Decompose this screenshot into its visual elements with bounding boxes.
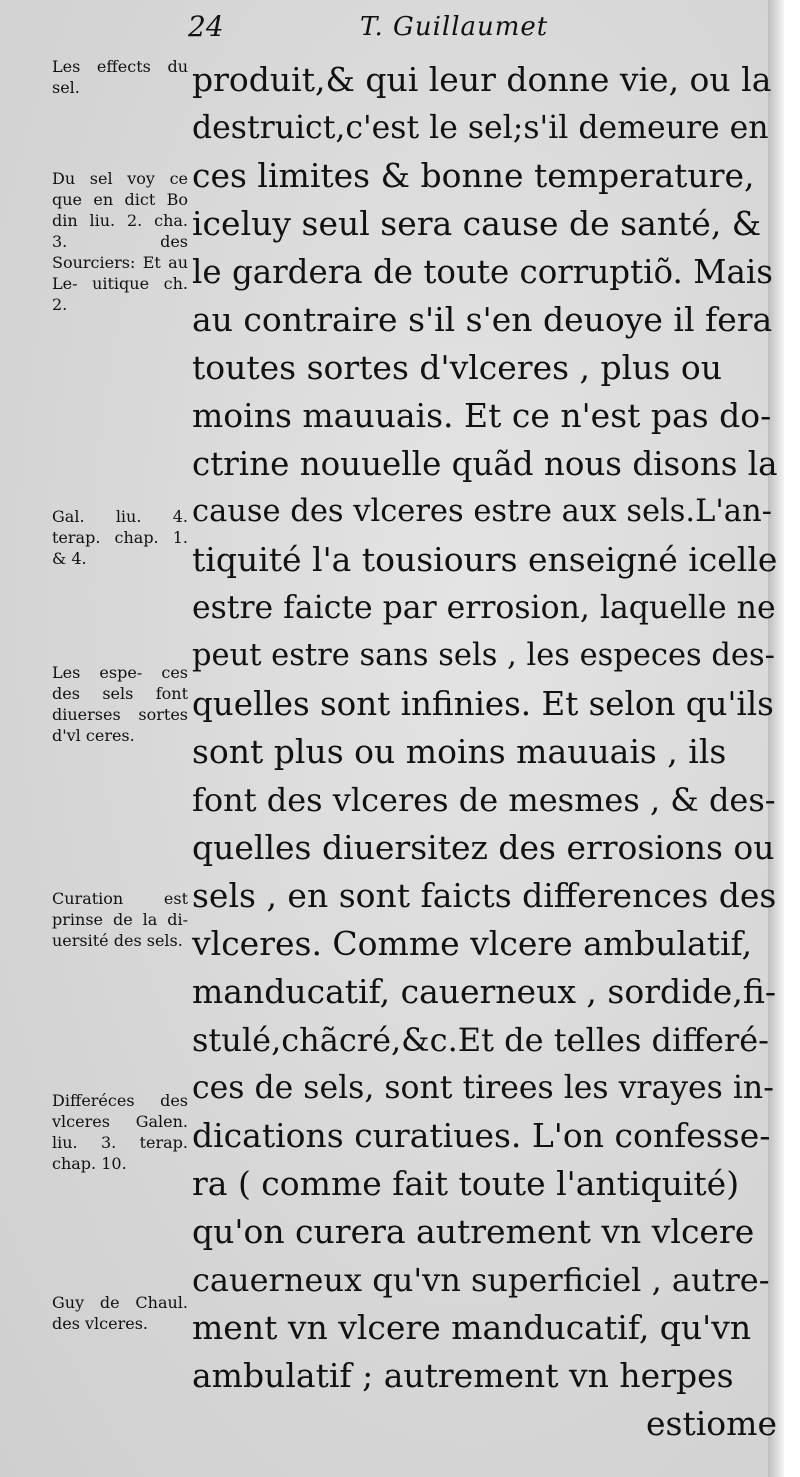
text-line: cause des vlceres estre aux sels.L'an- [192,494,772,529]
page-number: 24 [188,10,224,43]
text-line: ces de sels, sont tirees les vrayes in- [192,1070,774,1106]
text-line: estre faicte par errosion, laquelle ne [192,590,776,626]
text-line: ces limites & bonne temperature, [192,156,755,195]
text-line: toutes sortes d'vlceres , plus ou [192,348,722,387]
text-line: moins mauuais. Et ce n'est pas do- [192,396,772,435]
text-line: tiquité l'a tousiours enseigné icelle [192,540,778,579]
text-line: stulé,chãcré,&c.Et de telles differé- [192,1021,769,1059]
text-line: ra ( comme fait toute l'antiquité) [192,1164,740,1203]
text-line: qu'on curera autrement vn vlcere [192,1212,755,1251]
running-title: T. Guillaumet [360,12,549,42]
text-line: ctrine nouuelle quãd nous disons la [192,445,778,483]
text-line: manducatif, cauerneux , sordide,fi- [192,972,776,1011]
marginal-note: Les effects du sel. [52,57,188,97]
text-line: cauerneux qu'vn superficiel , autre- [192,1261,770,1299]
text-line: ment vn vlcere manducatif, qu'vn [192,1308,752,1347]
marginal-note: Du sel voy ce que en dict Bo din liu. 2. cha. 3. des Sourciers: Et au Le- uitique ch. 2. [52,169,188,314]
text-line: peut estre sans sels , les especes des- [192,638,775,673]
catchword-line: estiome [646,1404,777,1443]
text-line: iceluy seul sera cause de santé, & [192,204,762,243]
page-header [0,10,784,50]
text-line: dications curatiues. L'on confesse- [192,1116,771,1155]
marginal-note: Guy de Chaul. des vlceres. [52,1293,188,1333]
marginal-note: Gal. liu. 4. terap. chap. 1. & 4. [52,507,188,568]
text-line: font des vlceres de mesmes , & des- [192,781,776,819]
marginal-note: Curation est prinse de la di- uersité des sels. [52,889,188,950]
text-line: sont plus ou moins mauuais , ils [192,732,727,771]
text-line: quelles sont infinies. Et selon qu'ils [192,685,774,723]
text-line: quelles diuersitez des errosions ou [192,828,775,867]
text-line: au contraire s'il s'en deuoye il fera [192,300,773,339]
text-line: le gardera de toute corruptiõ. Mais [192,253,773,291]
text-line: produit,& qui leur donne vie, ou la [192,60,772,99]
marginal-note: Differéces des vlceres Galen. liu. 3. terap. chap. 10. [52,1091,188,1173]
text-line: sels , en sont faicts differences des [192,876,777,915]
text-line: vlceres. Comme vlcere ambulatif, [192,924,753,963]
text-line: ambulatif ; autrement vn herpes [192,1356,734,1395]
marginal-note: Les espe- ces des sels font diuerses sortes d'vl ceres. [52,663,188,745]
text-line: destruict,c'est le sel;s'il demeure en [192,110,769,146]
